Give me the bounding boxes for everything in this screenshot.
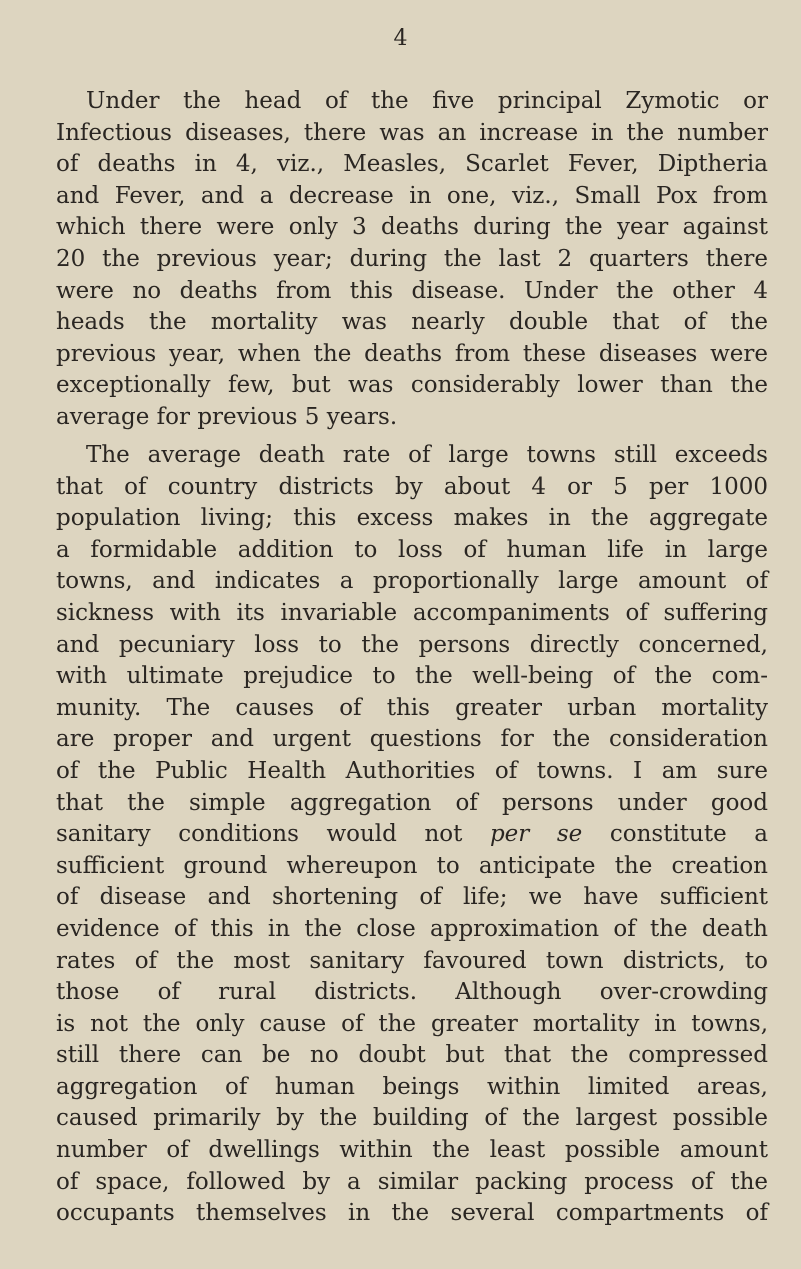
text-line: that of country districts by about 4 or 5 per 1000 [56,473,768,500]
text-line: of the Public Health Authorities of towns. I am sure [56,757,768,784]
text-line: evidence of this in the close approximation of the death [56,915,768,942]
text-line: is not the only cause of the greater mortality in towns, [56,1010,768,1037]
text-line: that the simple aggregation of persons under good [56,789,768,816]
text-line: which there were only 3 deaths during the year against [56,214,768,241]
text-line: of disease and shortening of life; we have sufficient [56,884,768,911]
text-line: The average death rate of large towns still exceeds [86,442,768,468]
text-line: number of dwellings within the least possible amount [56,1137,768,1164]
page-number: 4 [393,26,408,51]
text-line: heads the mortality was nearly double that of the [56,309,768,336]
text-segment: sanitary conditions would not [56,821,463,848]
text-line: munity. The causes of this greater urban mortality [56,694,768,721]
paragraph-urban-mortality [56,440,768,1230]
text-line: 20 the previous year; during the last 2 quarters there [56,245,768,272]
text-line: population living; this excess makes in the aggregate [56,505,768,532]
text-line: sufficient ground whereupon to anticipate the creation [56,852,768,879]
text-segment: constitute a [609,821,768,848]
text-line: Infectious diseases, there was an increase in the number [56,119,768,146]
text-line: average for previous 5 years. [56,403,398,430]
text-line: caused primarily by the building of the largest possible [56,1105,768,1132]
text-line: were no deaths from this disease. Under the other 4 [56,277,768,304]
text-line: Under the head of the five principal Zymotic or [86,88,768,114]
text-line: occupants themselves in the several compartments of [56,1200,768,1227]
text-line: are proper and urgent questions for the consideration [56,726,768,753]
text-line: a formidable addition to loss of human life in large [56,536,768,563]
text-line: towns, and indicates a proportionally large amount of [56,568,768,595]
text-line: of deaths in 4, viz., Measles, Scarlet Fever, Diptheria [56,151,768,178]
text-line: still there can be no doubt but that the compressed [56,1042,768,1069]
text-line: and Fever, and a decrease in one, viz., Small Pox from [56,182,768,209]
text-line: sickness with its invariable accompaniments of suffering [56,599,768,626]
text-line: those of rural districts. Although over-crowding [56,979,768,1006]
text-line: previous year, when the deaths from these diseases were [56,340,768,367]
text-line: with ultimate prejudice to the well-being of the com- [56,663,768,690]
paragraph-zymotic-diseases [56,86,768,434]
text-line: of space, followed by a similar packing process of the [56,1168,768,1195]
text-line [56,819,768,851]
latin-phrase-per-se: per se [489,821,583,848]
text-line: aggregation of human beings within limited areas, [56,1073,768,1100]
text-line: and pecuniary loss to the persons directly concerned, [56,631,768,658]
text-line: exceptionally few, but was considerably lower than the [56,372,768,399]
text-line: rates of the most sanitary favoured town districts, to [56,947,768,974]
